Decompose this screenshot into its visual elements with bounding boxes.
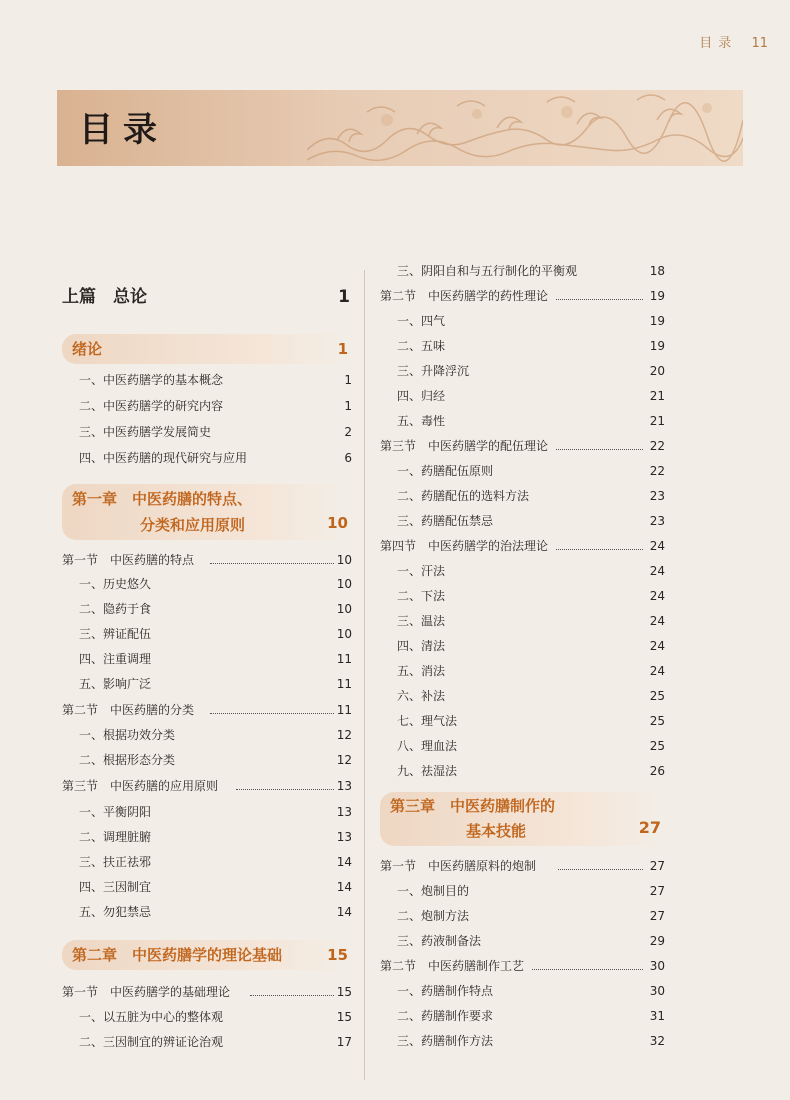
toc-section bbox=[380, 534, 665, 558]
entry-title: 二、根据形态分类 bbox=[79, 753, 176, 767]
toc-entry bbox=[62, 850, 352, 874]
toc-section bbox=[62, 980, 352, 1004]
toc-entry bbox=[62, 1005, 352, 1029]
dot-leader bbox=[558, 869, 643, 870]
entry-page: 29 bbox=[649, 934, 665, 948]
entry-title: 一、历史悠久 bbox=[79, 577, 152, 591]
toc-entry bbox=[62, 825, 352, 849]
toc-entry bbox=[62, 1030, 352, 1054]
entry-page: 24 bbox=[649, 589, 665, 603]
entry-title: 五、影响广泛 bbox=[79, 677, 152, 691]
toc-section bbox=[380, 954, 665, 978]
entry-page: 19 bbox=[649, 314, 665, 328]
toc-entry bbox=[62, 368, 352, 392]
entry-page: 24 bbox=[649, 664, 665, 678]
entry-page: 32 bbox=[649, 1034, 665, 1048]
entry-title: 四、三因制宜 bbox=[79, 880, 152, 894]
entry-title: 五、消法 bbox=[397, 664, 446, 678]
toc-entry bbox=[380, 659, 665, 683]
section-title: 第三节 中医药膳学的配伍理论 bbox=[380, 439, 549, 453]
entry-title: 一、汗法 bbox=[397, 564, 446, 578]
entry-page: 17 bbox=[336, 1035, 352, 1049]
toc-section bbox=[62, 698, 352, 722]
entry-page: 1 bbox=[344, 373, 352, 387]
entry-title: 一、四气 bbox=[397, 314, 446, 328]
section-title: 第四节 中医药膳学的治法理论 bbox=[380, 539, 549, 553]
entry-title: 三、扶正祛邪 bbox=[79, 855, 152, 869]
entry-page: 12 bbox=[336, 728, 352, 742]
entry-title: 三、药膳配伍禁忌 bbox=[397, 514, 494, 528]
toc-entry bbox=[380, 484, 665, 508]
dot-leader bbox=[236, 789, 334, 790]
toc-entry bbox=[380, 634, 665, 658]
entry-page: 25 bbox=[649, 714, 665, 728]
column-divider bbox=[364, 270, 365, 1080]
dot-leader bbox=[210, 713, 334, 714]
entry-title: 二、药膳制作要求 bbox=[397, 1009, 494, 1023]
chapter-title-line2: 基本技能 bbox=[466, 822, 527, 840]
toc-title-band bbox=[57, 90, 743, 166]
section-title: 第一节 中医药膳的特点 bbox=[62, 553, 195, 567]
entry-title: 二、五味 bbox=[397, 339, 446, 353]
chapter-page: 1 bbox=[337, 340, 348, 358]
toc-entry bbox=[62, 420, 352, 444]
entry-page: 27 bbox=[649, 909, 665, 923]
entry-page: 11 bbox=[336, 677, 352, 691]
toc-entry bbox=[62, 394, 352, 418]
toc-section bbox=[380, 284, 665, 308]
toc-entry bbox=[62, 647, 352, 671]
entry-title: 四、清法 bbox=[397, 639, 446, 653]
entry-title: 一、炮制目的 bbox=[397, 884, 470, 898]
entry-title: 一、根据功效分类 bbox=[79, 728, 176, 742]
entry-page: 24 bbox=[649, 639, 665, 653]
toc-entry bbox=[380, 459, 665, 483]
section-title: 第二节 中医药膳的分类 bbox=[62, 703, 195, 717]
toc-entry bbox=[380, 384, 665, 408]
toc-entry bbox=[380, 259, 665, 283]
entry-title: 一、中医药膳学的基本概念 bbox=[79, 373, 224, 387]
toc-section bbox=[62, 548, 352, 572]
entry-page: 24 bbox=[649, 614, 665, 628]
entry-page: 31 bbox=[649, 1009, 665, 1023]
entry-title: 九、祛湿法 bbox=[397, 764, 458, 778]
toc-entry bbox=[62, 572, 352, 596]
toc-entry bbox=[380, 734, 665, 758]
entry-title: 二、调理脏腑 bbox=[79, 830, 152, 844]
entry-page: 21 bbox=[649, 414, 665, 428]
entry-page: 26 bbox=[649, 764, 665, 778]
toc-entry bbox=[380, 929, 665, 953]
entry-page: 25 bbox=[649, 739, 665, 753]
toc-entry bbox=[380, 509, 665, 533]
section-title: 第二节 中医药膳制作工艺 bbox=[380, 959, 525, 973]
wave-pattern-icon bbox=[307, 90, 743, 166]
dot-leader bbox=[556, 549, 643, 550]
entry-page: 2 bbox=[344, 425, 352, 439]
dot-leader bbox=[532, 969, 643, 970]
entry-title: 一、以五脏为中心的整体观 bbox=[79, 1010, 224, 1024]
section-title: 第二节 中医药膳学的药性理论 bbox=[380, 289, 549, 303]
entry-page: 25 bbox=[649, 689, 665, 703]
toc-entry bbox=[62, 800, 352, 824]
entry-page: 22 bbox=[649, 464, 665, 478]
section-page: 11 bbox=[336, 703, 352, 717]
entry-title: 一、药膳制作特点 bbox=[397, 984, 494, 998]
part-page: 1 bbox=[338, 287, 350, 307]
toc-section bbox=[380, 434, 665, 458]
chapter-page: 10 bbox=[327, 514, 348, 532]
entry-page: 14 bbox=[336, 880, 352, 894]
entry-page: 10 bbox=[336, 627, 352, 641]
section-title: 第一节 中医药膳学的基础理论 bbox=[62, 985, 231, 999]
toc-entry bbox=[380, 1029, 665, 1053]
entry-title: 二、隐药于食 bbox=[79, 602, 152, 616]
toc-part-entry bbox=[62, 282, 352, 312]
entry-title: 一、平衡阴阳 bbox=[79, 805, 152, 819]
entry-title: 二、药膳配伍的选料方法 bbox=[397, 489, 530, 503]
section-page: 24 bbox=[649, 539, 665, 553]
chapter-title: 第二章 中医药膳学的理论基础 bbox=[72, 946, 283, 964]
entry-title: 二、下法 bbox=[397, 589, 446, 603]
chapter-page: 15 bbox=[327, 946, 348, 964]
entry-page: 1 bbox=[344, 399, 352, 413]
entry-title: 四、中医药膳的现代研究与应用 bbox=[79, 451, 248, 465]
entry-page: 12 bbox=[336, 753, 352, 767]
entry-page: 20 bbox=[649, 364, 665, 378]
toc-entry bbox=[62, 672, 352, 696]
section-title: 第一节 中医药膳原料的炮制 bbox=[380, 859, 537, 873]
entry-title: 三、药膳制作方法 bbox=[397, 1034, 494, 1048]
section-page: 30 bbox=[649, 959, 665, 973]
dot-leader bbox=[556, 449, 643, 450]
entry-title: 三、温法 bbox=[397, 614, 446, 628]
section-page: 27 bbox=[649, 859, 665, 873]
entry-page: 21 bbox=[649, 389, 665, 403]
chapter-title-line1: 第一章 中医药膳的特点、 bbox=[72, 490, 253, 508]
entry-title: 三、辨证配伍 bbox=[79, 627, 152, 641]
toc-entry bbox=[380, 684, 665, 708]
entry-title: 五、毒性 bbox=[397, 414, 446, 428]
entry-page: 19 bbox=[649, 339, 665, 353]
entry-title: 二、中医药膳学的研究内容 bbox=[79, 399, 224, 413]
entry-title: 二、炮制方法 bbox=[397, 909, 470, 923]
toc-entry bbox=[62, 446, 352, 470]
entry-page: 10 bbox=[336, 602, 352, 616]
entry-page: 23 bbox=[649, 514, 665, 528]
entry-page: 27 bbox=[649, 884, 665, 898]
toc-entry bbox=[380, 709, 665, 733]
running-header-page-number: 11 bbox=[751, 36, 768, 51]
section-page: 19 bbox=[649, 289, 665, 303]
running-header bbox=[699, 32, 768, 51]
part-title: 上篇 总论 bbox=[62, 287, 147, 307]
entry-page: 23 bbox=[649, 489, 665, 503]
entry-page: 13 bbox=[336, 830, 352, 844]
toc-entry bbox=[62, 622, 352, 646]
chapter-page: 27 bbox=[638, 818, 661, 837]
entry-page: 24 bbox=[649, 564, 665, 578]
chapter-title-line2: 分类和应用原则 bbox=[140, 516, 246, 534]
toc-section bbox=[62, 774, 352, 798]
entry-title: 八、理血法 bbox=[397, 739, 458, 753]
section-page: 15 bbox=[336, 985, 352, 999]
toc-entry bbox=[380, 1004, 665, 1028]
section-page: 13 bbox=[336, 779, 352, 793]
entry-title: 三、药液制备法 bbox=[397, 934, 482, 948]
chapter-title-line1: 第三章 中医药膳制作的 bbox=[390, 797, 556, 815]
entry-page: 10 bbox=[336, 577, 352, 591]
toc-entry bbox=[380, 609, 665, 633]
toc-entry bbox=[62, 900, 352, 924]
toc-section bbox=[380, 854, 665, 878]
section-page: 22 bbox=[649, 439, 665, 453]
entry-page: 13 bbox=[336, 805, 352, 819]
entry-title: 五、勿犯禁忌 bbox=[79, 905, 152, 919]
entry-page: 18 bbox=[649, 264, 665, 278]
page-title: 目录 bbox=[79, 110, 167, 150]
entry-title: 四、注重调理 bbox=[79, 652, 152, 666]
toc-entry bbox=[62, 723, 352, 747]
toc-entry bbox=[380, 359, 665, 383]
toc-chapter-2 bbox=[62, 940, 352, 970]
entry-page: 14 bbox=[336, 905, 352, 919]
entry-title: 三、升降浮沉 bbox=[397, 364, 470, 378]
entry-title: 四、归经 bbox=[397, 389, 446, 403]
entry-page: 14 bbox=[336, 855, 352, 869]
toc-entry bbox=[62, 748, 352, 772]
section-title: 第三节 中医药膳的应用原则 bbox=[62, 779, 219, 793]
toc-entry bbox=[380, 559, 665, 583]
toc-chapter-1 bbox=[62, 484, 352, 540]
toc-entry bbox=[380, 584, 665, 608]
dot-leader bbox=[250, 995, 334, 996]
entry-title: 六、补法 bbox=[397, 689, 446, 703]
toc-entry bbox=[380, 904, 665, 928]
toc-entry bbox=[380, 409, 665, 433]
toc-chapter-3 bbox=[380, 792, 665, 846]
dot-leader bbox=[556, 299, 643, 300]
toc-entry bbox=[62, 597, 352, 621]
entry-page: 30 bbox=[649, 984, 665, 998]
entry-page: 6 bbox=[344, 451, 352, 465]
entry-title: 三、阴阳自和与五行制化的平衡观 bbox=[397, 264, 578, 278]
toc-entry bbox=[380, 879, 665, 903]
entry-title: 二、三因制宜的辨证论治观 bbox=[79, 1035, 224, 1049]
toc-entry bbox=[380, 309, 665, 333]
toc-chapter-intro bbox=[62, 334, 352, 364]
entry-page: 11 bbox=[336, 652, 352, 666]
toc-entry bbox=[380, 334, 665, 358]
toc-entry bbox=[62, 875, 352, 899]
toc-entry bbox=[380, 759, 665, 783]
chapter-title: 绪论 bbox=[72, 340, 103, 358]
entry-title: 一、药膳配伍原则 bbox=[397, 464, 494, 478]
entry-title: 三、中医药膳学发展简史 bbox=[79, 425, 212, 439]
section-page: 10 bbox=[336, 553, 352, 567]
running-header-title: 目录 bbox=[699, 36, 738, 51]
dot-leader bbox=[210, 563, 334, 564]
toc-entry bbox=[380, 979, 665, 1003]
entry-page: 15 bbox=[336, 1010, 352, 1024]
entry-title: 七、理气法 bbox=[397, 714, 458, 728]
